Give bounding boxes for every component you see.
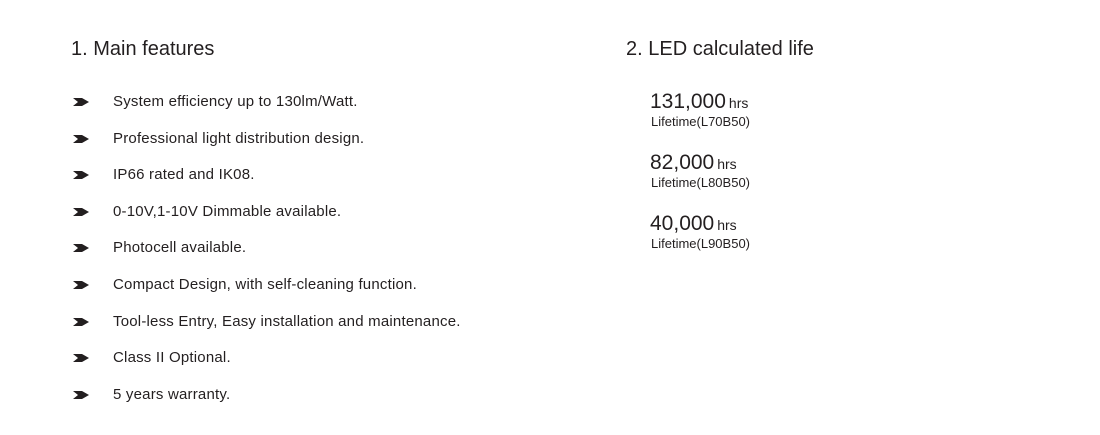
lifetime-entry <box>650 90 750 151</box>
lifetime-entry <box>650 151 750 212</box>
lifetime-value-line <box>650 212 750 236</box>
feature-text: Class II Optional. <box>113 349 231 367</box>
feature-item <box>72 129 461 166</box>
feature-text: Tool-less Entry, Easy installation and maintenance. <box>113 312 461 330</box>
led-life-title: 2. LED calculated life <box>626 38 814 60</box>
feature-text: Compact Design, with self-cleaning function. <box>113 275 417 293</box>
led-life-list <box>650 90 750 273</box>
feature-item <box>72 92 461 129</box>
lifetime-hours-value: 82,000 <box>650 151 715 174</box>
arrow-bullet-icon <box>72 348 92 368</box>
main-features-title: 1. Main features <box>71 38 215 60</box>
feature-item <box>72 238 461 275</box>
feature-item <box>72 312 461 349</box>
arrow-bullet-icon <box>72 202 92 222</box>
lifetime-hours-value: 40,000 <box>650 212 715 235</box>
arrow-bullet-icon <box>72 238 92 258</box>
lifetime-value-line <box>650 151 750 175</box>
feature-text: System efficiency up to 130lm/Watt. <box>113 93 358 110</box>
arrow-bullet-icon <box>72 312 92 332</box>
arrow-bullet-icon <box>72 165 92 185</box>
feature-item <box>72 202 461 239</box>
feature-text: Professional light distribution design. <box>113 129 365 147</box>
lifetime-value-line <box>650 90 750 114</box>
lifetime-label: Lifetime(L90B50) <box>651 236 750 251</box>
feature-item <box>72 275 461 312</box>
feature-item <box>72 385 461 422</box>
feature-text: 0-10V,1-10V Dimmable available. <box>113 202 342 220</box>
lifetime-label: Lifetime(L70B50) <box>651 114 750 129</box>
lifetime-hours-unit: hrs <box>717 217 737 233</box>
lifetime-hours-value: 131,000 <box>650 90 726 113</box>
arrow-bullet-icon <box>72 275 92 295</box>
arrow-bullet-icon <box>72 92 92 112</box>
lifetime-hours-unit: hrs <box>717 156 737 172</box>
lifetime-hours-unit: hrs <box>728 95 749 111</box>
arrow-bullet-icon <box>72 129 92 149</box>
feature-text: 5 years warranty. <box>113 385 231 403</box>
lifetime-entry <box>650 212 750 273</box>
feature-item <box>72 165 461 202</box>
main-features-list <box>72 92 461 421</box>
arrow-bullet-icon <box>72 385 92 405</box>
feature-text: Photocell available. <box>113 239 247 257</box>
feature-item <box>72 348 461 385</box>
feature-text: IP66 rated and IK08. <box>113 166 255 184</box>
lifetime-label: Lifetime(L80B50) <box>651 175 750 190</box>
